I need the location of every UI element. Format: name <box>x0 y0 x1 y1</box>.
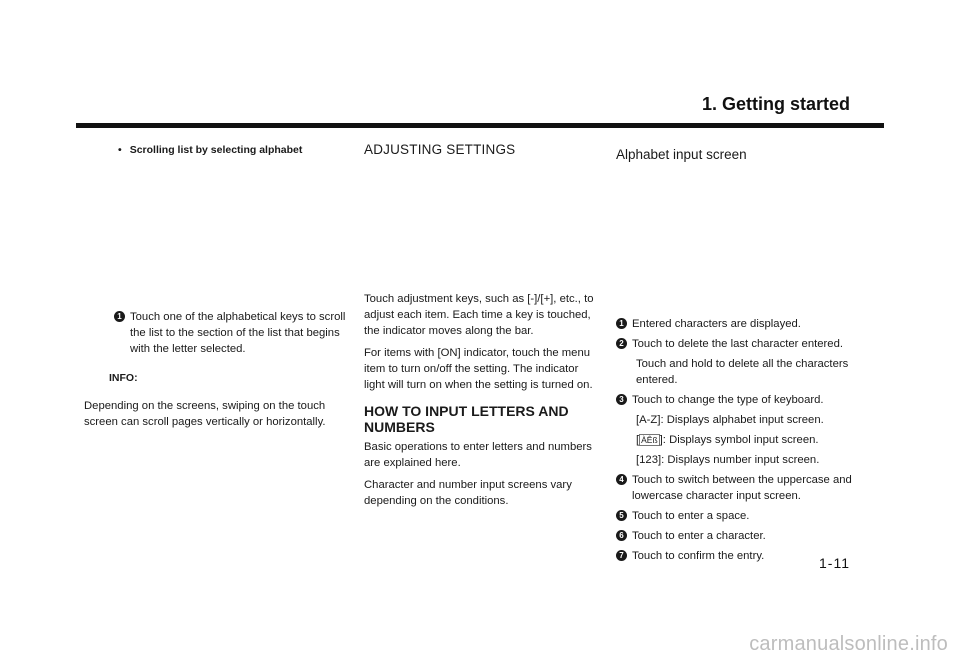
callout-4-icon: 4 <box>616 474 627 485</box>
list-item: 7 Touch to confirm the entry. <box>616 548 856 564</box>
list-item: 1 Entered characters are displayed. <box>616 316 856 332</box>
item-3-sub-3: [123]: Displays number input screen. <box>636 454 820 466</box>
info-text: Depending on the screens, swiping on the touch screen can scroll pages vertically or horizontally. <box>84 400 326 428</box>
subheading-alphabet: Alphabet input screen <box>616 147 747 162</box>
middle-heading-block <box>364 142 602 158</box>
item-3-sub-2: [ ÀÊß ]: Displays symbol input screen. <box>636 434 819 446</box>
para-adjust-keys: Touch adjustment keys, such as [-]/[+], etc., to adjust each item. Each time a key is touched, the indicator moves along the bar. <box>364 293 594 337</box>
callout-1-icon: 1 <box>616 318 627 329</box>
para-vary: Character and number input screens vary depending on the conditions. <box>364 479 572 507</box>
callout-5-icon: 5 <box>616 510 627 521</box>
info-label: INFO: <box>109 372 138 384</box>
section-heading-adjusting: ADJUSTING SETTINGS <box>364 142 516 157</box>
callout-1-icon: 1 <box>114 311 125 322</box>
callout-3-icon: 3 <box>616 394 627 405</box>
bullet-heading: • Scrolling list by selecting alphabet <box>118 144 303 156</box>
bullet-icon: • <box>118 144 122 156</box>
para-on-indicator: For items with [ON] indicator, touch the menu item to turn on/off the setting. The indicator light will turn on when the setting is turned on. <box>364 347 593 391</box>
watermark-text: carmanualsonline.info <box>749 633 948 655</box>
page-number: 1-11 <box>819 555 850 571</box>
info-block <box>84 358 349 430</box>
middle-body <box>364 291 602 515</box>
symbol-key-icon: ÀÊß <box>641 435 658 445</box>
para-basic-ops: Basic operations to enter letters and numbers are explained here. <box>364 441 592 469</box>
callout-2-icon: 2 <box>616 338 627 349</box>
callout-6-icon: 6 <box>616 530 627 541</box>
list-item: 6 Touch to enter a character. <box>616 528 856 544</box>
chapter-title: 1. Getting started <box>701 94 850 114</box>
list-item: 3 Touch to change the type of keyboard. <box>616 392 856 408</box>
header-rule <box>76 123 884 128</box>
list-item: 2 Touch to delete the last character entered. <box>616 336 856 352</box>
list-item: 5 Touch to enter a space. <box>616 508 856 524</box>
item-2-sub: Touch and hold to delete all the characters entered. <box>636 358 849 386</box>
list-item: 4 Touch to switch between the uppercase and lowercase character input screen. <box>616 472 856 504</box>
left-column <box>118 142 348 158</box>
section-heading-input: HOW TO INPUT LETTERS AND NUMBERS <box>364 403 569 435</box>
left-item-1 <box>114 309 346 361</box>
item-3-sub-1: [A-Z]: Displays alphabet input screen. <box>636 414 824 426</box>
right-heading-block <box>616 147 856 163</box>
callout-7-icon: 7 <box>616 550 627 561</box>
right-list <box>616 316 856 568</box>
item-1-text: Touch one of the alphabetical keys to scroll the list to the section of the list that begins with the letter selected. <box>130 311 346 355</box>
